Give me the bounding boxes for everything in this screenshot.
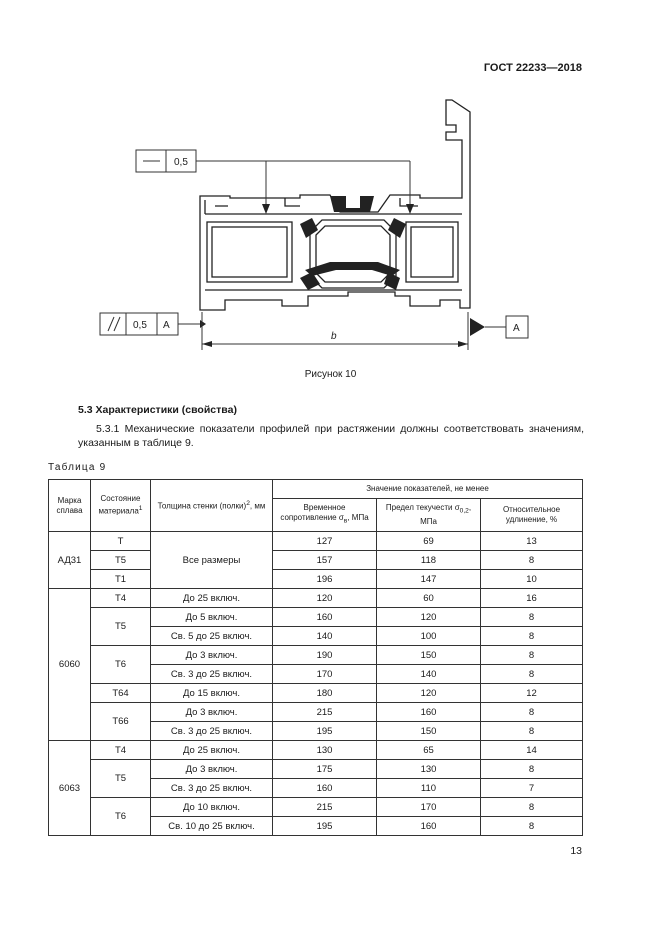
header-grade: Марка сплава xyxy=(49,480,91,532)
table-row: Св. 3 до 25 включ. 195 150 8 xyxy=(49,722,583,741)
table-row: Т1 196 147 10 xyxy=(49,570,583,589)
header-yield: Предел текучести $\sigma_{0,2}$, МПа xyxy=(377,499,481,532)
table-row: Т5 До 5 включ. 160 120 8 xyxy=(49,608,583,627)
header-wall: Толщина стенки (полки)$^2$, мм xyxy=(151,480,273,532)
parallelism-value: 0,5 xyxy=(133,320,147,331)
chamber-left xyxy=(207,222,292,282)
header-tensile: Временное сопротивление $\sigma_в$, МПа xyxy=(273,499,377,532)
table-row: Т5 До 3 включ. 175 130 8 xyxy=(49,760,583,779)
document-id: ГОСТ 22233—2018 xyxy=(483,62,582,74)
header-elongation: Относительное удлинение, % xyxy=(481,499,583,532)
gasket-top-left xyxy=(300,218,318,238)
header-state: Состояние материала$^1$ xyxy=(91,480,151,532)
header-group: Значение показателей, не менее xyxy=(273,480,583,499)
table-row: Т64 До 15 включ. 180 120 12 xyxy=(49,684,583,703)
section-paragraph: 5.3.1 Механические показатели профилей при растяжении должны соответствовать значениям, указанным в таблице 9. xyxy=(78,423,584,449)
chamber-center xyxy=(310,220,396,288)
parallelism-datum: A xyxy=(163,320,170,331)
chamber-right xyxy=(406,222,458,282)
page-number: 13 xyxy=(570,845,582,857)
dimension-label-b: b xyxy=(331,331,337,342)
section-title: 5.3 Характеристики (свойства) xyxy=(78,404,237,416)
gasket-top-right xyxy=(388,218,406,238)
table-row: 6060 Т4 До 25 включ. 120 60 16 xyxy=(49,589,583,608)
table-row: Т5 157 118 8 xyxy=(49,551,583,570)
datum-label: A xyxy=(513,323,520,334)
datum-triangle xyxy=(470,318,485,336)
table-row: Св. 3 до 25 включ. 170 140 8 xyxy=(49,665,583,684)
table-row: Т6 До 10 включ. 215 170 8 xyxy=(49,798,583,817)
table-row: Т66 До 3 включ. 215 160 8 xyxy=(49,703,583,722)
flatness-value: 0,5 xyxy=(174,157,188,168)
properties-table xyxy=(48,479,583,836)
table-row: Св. 5 до 25 включ. 140 100 8 xyxy=(49,627,583,646)
table-row: Св. 3 до 25 включ. 160 110 7 xyxy=(49,779,583,798)
figure-caption: Рисунок 10 xyxy=(304,369,357,380)
profile-drawing xyxy=(0,0,661,370)
table-row: Т6 До 3 включ. 190 150 8 xyxy=(49,646,583,665)
table-row: 6063 Т4 До 25 включ. 130 65 14 xyxy=(49,741,583,760)
table-row: Св. 10 до 25 включ. 195 160 8 xyxy=(49,817,583,836)
table-row: АД31 T Все размеры 127 69 13 xyxy=(49,532,583,551)
table-caption: Таблица 9 xyxy=(48,462,107,473)
